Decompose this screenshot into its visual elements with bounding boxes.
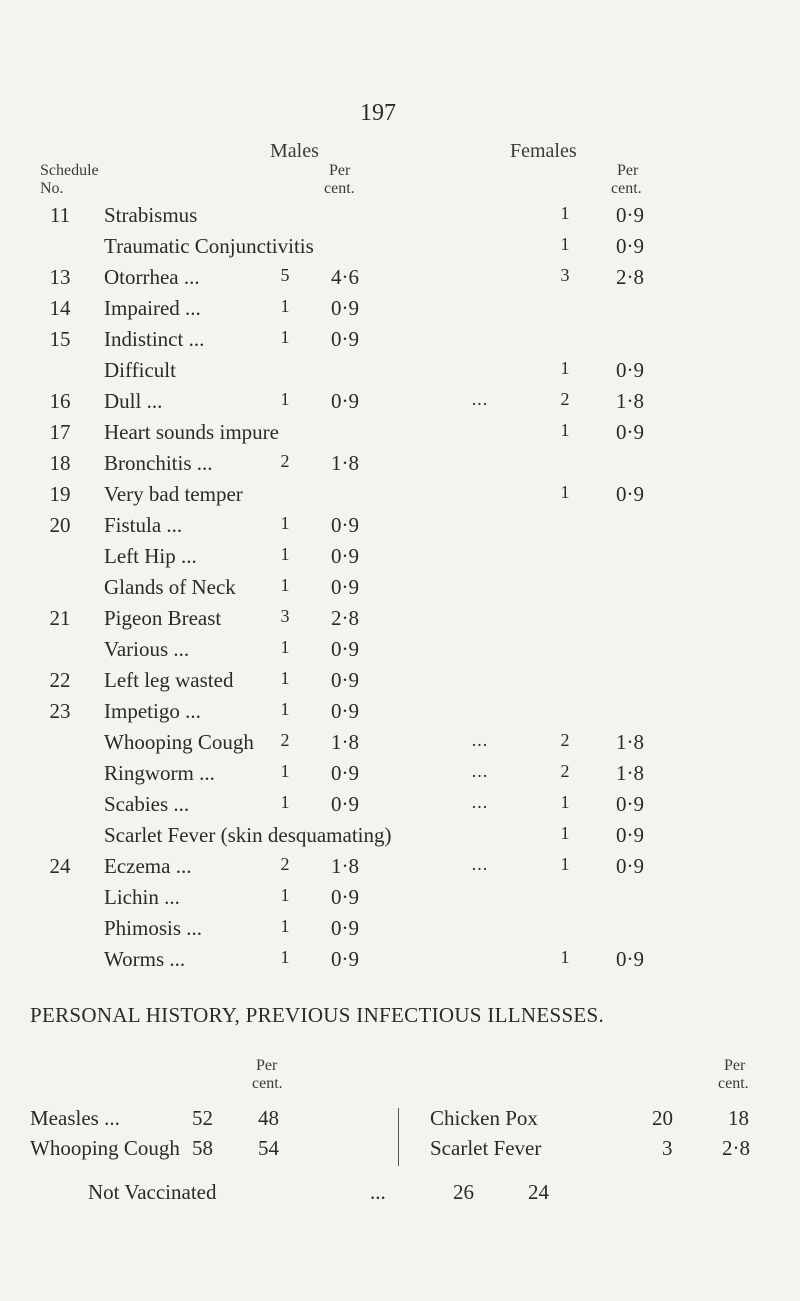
history-left-count: 58 [192, 1136, 213, 1160]
history-right-percent: 2·8 [722, 1136, 750, 1160]
condition-label: Dull ... [104, 389, 163, 413]
history-left-count: 52 [192, 1106, 213, 1130]
table-row [0, 730, 800, 761]
condition-label: Lichin ... [104, 885, 180, 909]
females-per-cent-header-line1: Per [617, 162, 639, 179]
females-percent: 0·9 [616, 823, 644, 847]
table-row [0, 234, 800, 265]
condition-label: Glands of Neck [104, 575, 236, 599]
females-count: 2 [560, 730, 570, 750]
males-percent: 1·8 [331, 854, 359, 878]
condition-label: Scabies ... [104, 792, 190, 816]
males-percent: 0·9 [331, 885, 359, 909]
males-count: 1 [280, 296, 290, 316]
schedule-number: 17 [49, 420, 71, 444]
history-right-per-cent-line1: Per [724, 1057, 746, 1074]
males-header: Males [270, 140, 319, 162]
females-count: 1 [560, 792, 570, 812]
table-row [0, 358, 800, 389]
vaccination-label: Not Vaccinated [88, 1180, 217, 1204]
males-count: 1 [280, 761, 290, 781]
history-right-label: Chicken Pox [430, 1106, 538, 1130]
leader-dots: ... [471, 730, 489, 750]
females-count: 1 [560, 420, 570, 440]
schedule-number: 13 [49, 265, 71, 289]
section-title: PERSONAL HISTORY, PREVIOUS INFECTIOUS ILLNESSES. [30, 1003, 605, 1027]
table-row [0, 823, 800, 854]
males-percent: 0·9 [331, 296, 359, 320]
males-count: 1 [280, 916, 290, 936]
females-per-cent-header-line2: cent. [611, 180, 642, 197]
females-count: 1 [560, 234, 570, 254]
schedule-number: 22 [49, 668, 71, 692]
table-row [0, 451, 800, 482]
table-row [0, 606, 800, 637]
males-percent: 0·9 [331, 792, 359, 816]
schedule-number: 14 [49, 296, 71, 320]
males-count: 2 [280, 854, 290, 874]
females-count: 1 [560, 482, 570, 502]
condition-label: Traumatic Conjunctivitis [104, 234, 314, 258]
column-divider [398, 1108, 399, 1166]
table-row [0, 637, 800, 668]
condition-label: Left Hip ... [104, 544, 197, 568]
condition-label: Fistula ... [104, 513, 183, 537]
males-count: 1 [280, 699, 290, 719]
table-row [0, 792, 800, 823]
females-percent: 1·8 [616, 761, 644, 785]
leader-dots: ... [471, 389, 489, 409]
schedule-number: 23 [49, 699, 71, 723]
males-count: 1 [280, 947, 290, 967]
females-percent: 2·8 [616, 265, 644, 289]
females-count: 2 [560, 389, 570, 409]
males-percent: 4·6 [331, 265, 359, 289]
condition-label: Pigeon Breast [104, 606, 222, 630]
females-count: 1 [560, 947, 570, 967]
schedule-number: 11 [49, 203, 71, 227]
condition-label: Indistinct ... [104, 327, 205, 351]
table-row [0, 296, 800, 327]
condition-label: Worms ... [104, 947, 186, 971]
history-left-per-cent-line1: Per [256, 1057, 278, 1074]
condition-label: Left leg wasted [104, 668, 234, 692]
page-number: 197 [360, 100, 396, 126]
schedule-number: 16 [49, 389, 71, 413]
schedule-header-line1: Schedule [40, 162, 99, 179]
males-percent: 0·9 [331, 761, 359, 785]
table-row [0, 699, 800, 730]
schedule-number: 19 [49, 482, 71, 506]
males-count: 5 [280, 265, 290, 285]
males-count: 2 [280, 451, 290, 471]
history-left-label: Measles ... [30, 1106, 120, 1130]
table-row [0, 482, 800, 513]
males-count: 1 [280, 544, 290, 564]
table-row [0, 916, 800, 947]
males-count: 3 [280, 606, 290, 626]
condition-label: Ringworm ... [104, 761, 215, 785]
schedule-number: 18 [49, 451, 71, 475]
females-count: 1 [560, 823, 570, 843]
condition-label: Bronchitis ... [104, 451, 213, 475]
males-per-cent-header-line2: cent. [324, 180, 355, 197]
females-percent: 1·8 [616, 389, 644, 413]
males-count: 1 [280, 637, 290, 657]
schedule-header-line2: No. [40, 180, 64, 197]
males-percent: 0·9 [331, 668, 359, 692]
condition-label: Impaired ... [104, 296, 201, 320]
leader-dots: ... [471, 854, 489, 874]
males-count: 1 [280, 668, 290, 688]
males-per-cent-header-line1: Per [329, 162, 351, 179]
females-count: 1 [560, 854, 570, 874]
males-count: 1 [280, 575, 290, 595]
history-right-per-cent-line2: cent. [718, 1075, 749, 1092]
table-row [0, 544, 800, 575]
schedule-number: 21 [49, 606, 71, 630]
condition-label: Heart sounds impure [104, 420, 279, 444]
females-percent: 0·9 [616, 203, 644, 227]
males-percent: 0·9 [331, 916, 359, 940]
females-header: Females [510, 140, 577, 162]
table-row [0, 575, 800, 606]
males-count: 1 [280, 327, 290, 347]
females-percent: 0·9 [616, 420, 644, 444]
table-row [0, 203, 800, 234]
leader-dots: ... [471, 792, 489, 812]
females-count: 1 [560, 358, 570, 378]
table-row [0, 947, 800, 978]
males-percent: 0·9 [331, 575, 359, 599]
schedule-number: 20 [49, 513, 71, 537]
table-row [0, 854, 800, 885]
vaccination-males: 26 [453, 1180, 474, 1204]
history-left-label: Whooping Cough [30, 1136, 180, 1160]
condition-label: Very bad temper [104, 482, 243, 506]
females-count: 3 [560, 265, 570, 285]
males-count: 2 [280, 730, 290, 750]
females-percent: 0·9 [616, 947, 644, 971]
condition-label: Phimosis ... [104, 916, 203, 940]
table-row [0, 761, 800, 792]
males-percent: 0·9 [331, 327, 359, 351]
history-right-label: Scarlet Fever [430, 1136, 542, 1160]
vaccination-females: 24 [528, 1180, 549, 1204]
males-count: 1 [280, 792, 290, 812]
females-percent: 0·9 [616, 792, 644, 816]
males-count: 1 [280, 885, 290, 905]
condition-label: Otorrhea ... [104, 265, 200, 289]
females-percent: 1·8 [616, 730, 644, 754]
table-row [0, 668, 800, 699]
leader-dots: ... [471, 761, 489, 781]
females-percent: 0·9 [616, 482, 644, 506]
males-percent: 0·9 [331, 544, 359, 568]
condition-label: Whooping Cough [104, 730, 254, 754]
condition-label: Impetigo ... [104, 699, 201, 723]
males-percent: 0·9 [331, 699, 359, 723]
males-percent: 0·9 [331, 947, 359, 971]
condition-label: Eczema ... [104, 854, 192, 878]
condition-label: Strabismus [104, 203, 198, 227]
males-percent: 2·8 [331, 606, 359, 630]
history-left-percent: 48 [258, 1106, 279, 1130]
history-right-count: 3 [662, 1136, 673, 1160]
males-percent: 0·9 [331, 389, 359, 413]
history-left-percent: 54 [258, 1136, 279, 1160]
table-row [0, 513, 800, 544]
history-right-percent: 18 [728, 1106, 749, 1130]
condition-label: Difficult [104, 358, 176, 382]
condition-label: Various ... [104, 637, 190, 661]
history-left-per-cent-line2: cent. [252, 1075, 283, 1092]
females-percent: 0·9 [616, 854, 644, 878]
table-row [0, 885, 800, 916]
table-row [0, 265, 800, 296]
vaccination-dots: ... [370, 1180, 386, 1204]
males-percent: 0·9 [331, 513, 359, 537]
schedule-number: 24 [49, 854, 71, 878]
condition-label: Scarlet Fever (skin desquamating) [104, 823, 392, 847]
males-percent: 0·9 [331, 637, 359, 661]
males-percent: 1·8 [331, 451, 359, 475]
females-percent: 0·9 [616, 234, 644, 258]
females-count: 1 [560, 203, 570, 223]
schedule-number: 15 [49, 327, 71, 351]
males-count: 1 [280, 513, 290, 533]
table-row [0, 420, 800, 451]
males-percent: 1·8 [331, 730, 359, 754]
females-percent: 0·9 [616, 358, 644, 382]
males-count: 1 [280, 389, 290, 409]
history-right-count: 20 [652, 1106, 673, 1130]
table-row [0, 389, 800, 420]
table-row [0, 327, 800, 358]
females-count: 2 [560, 761, 570, 781]
